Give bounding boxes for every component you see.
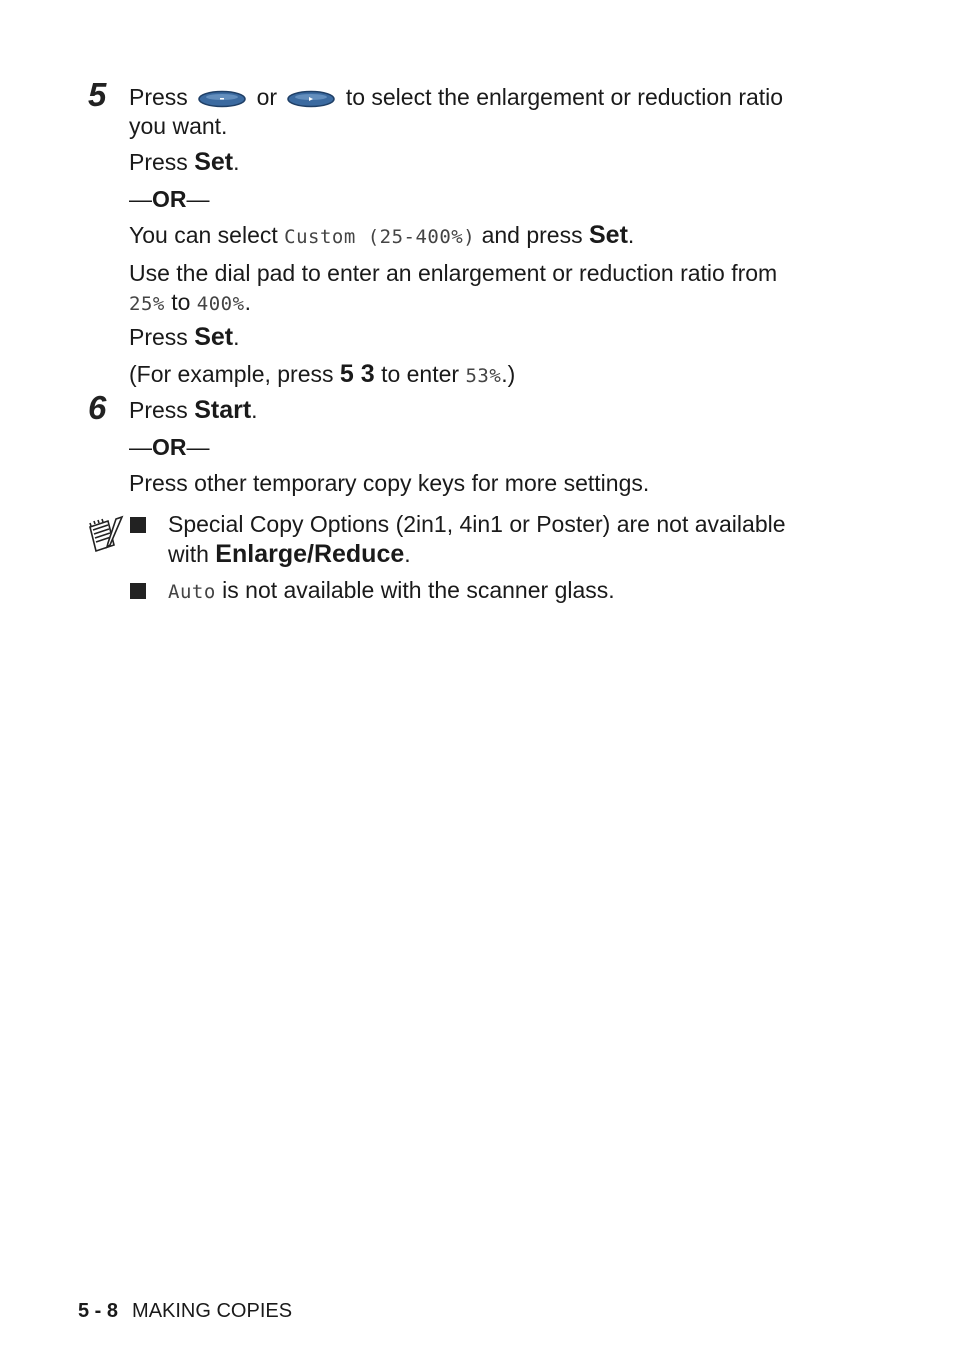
period: . [233,149,240,175]
press-text: Press [129,324,188,350]
note-bullet-2 [130,583,146,599]
step6-other-line: Press other temporary copy keys for more settings. [129,470,650,496]
set-key-label: Set [588,221,628,249]
or-divider-1: —OR— [129,186,210,212]
or-label: OR [152,186,187,212]
press-text: Press [129,397,188,423]
custom-text-b: and press [481,222,583,248]
note1-line2 [168,540,411,569]
step5-press-set-2 [129,323,239,352]
step5-select-text: to select the enlargement or reduction ratio [345,84,784,110]
step5-line1 [129,83,783,112]
note-bullet-1 [130,517,146,533]
example-close: .) [501,361,516,387]
custom-text-a: You can select [129,222,278,248]
custom-lcd-text: Custom (25-400%) [284,226,476,248]
step5-press-text: Press [129,84,188,110]
navigation-left-key-icon [198,90,246,108]
example-text-b: to enter [381,361,460,387]
period: . [244,289,251,315]
or-divider-2: —OR— [129,434,210,460]
step5-or-text: or [256,84,278,110]
example-text-a: (For example, press [129,361,334,387]
note2-line [168,576,615,607]
period: . [404,541,411,567]
period: . [627,222,635,248]
period: . [251,397,258,423]
example-keys: 5 3 [339,360,375,388]
step-number-5: 5 [88,76,107,113]
section-title: MAKING COPIES [132,1300,293,1322]
enlarge-reduce-key-label: Enlarge/Reduce [215,540,405,568]
example-lcd-value: 53% [465,365,502,387]
note1-line1: Special Copy Options (2in1, 4in1 or Poster) are not available [168,511,786,537]
press-text: Press [129,149,188,175]
range-from-lcd: 25% [129,293,165,315]
period: . [233,324,240,350]
step5-press-set-1 [129,148,239,177]
or-label: OR [152,434,187,460]
navigation-right-key-icon [287,90,335,108]
note2-text: is not available with the scanner glass. [222,577,615,603]
step5-example-line [129,360,515,391]
step5-line2: you want. [129,113,228,139]
step5-dial-line: Use the dial pad to enter an enlargement or reduction ratio from [129,260,778,286]
note1-with: with [168,541,209,567]
set-key-label: Set [194,323,234,351]
step6-press-start [129,396,258,425]
step5-custom-line [129,221,634,252]
step-number-6: 6 [88,389,107,426]
step5-range-line [129,288,251,319]
page-footer [78,1300,292,1323]
range-to-lcd: 400% [196,293,245,315]
set-key-label: Set [194,148,234,176]
page-number: 5 - 8 [78,1300,119,1322]
range-to-word: to [171,289,191,315]
auto-lcd-text: Auto [168,581,216,603]
note-pencil-icon [86,515,126,555]
start-key-label: Start [194,396,252,424]
